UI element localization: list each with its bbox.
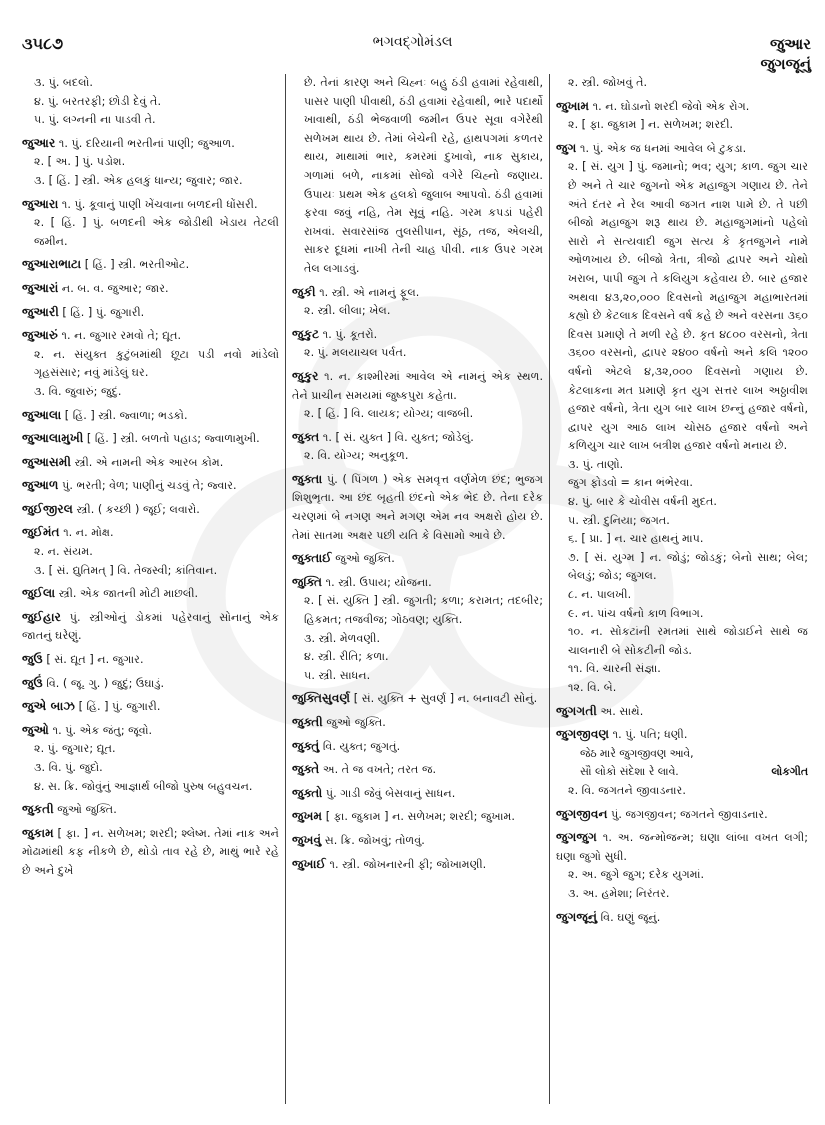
entry-headword: જુખવું	[292, 832, 322, 847]
entry-sense: ૨. [ સં. યુગ ] પું. જમાનો; ભવ; યુગ; કાળ. જુગ ચાર છે અને તે ચાર જુગનો એક મહાજુગ ગણાય છે. તેને અંતે દંતર ને રેલ આવી જગત નાશ પામે છે. તે પછી બીજો મહાજુગ શરૂ થાય છે. મહાજુગમાંનો પહેલો સારો ને સત્યવાદી જુગ સત્ય કે કૃતજુગને નામે ઓળખાય છે. બીજો ત્રેતા, ત્રીજો દ્વાપર અને ચોથો ખરાબ, પાપી જુગ તે કલિયુગ કહેવાય છે. બાર હજાર અથવા ૪૩,૨૦,૦૦૦ દિવસનો મહાજુગ મહાભારતમાં કહ્યો છે કેટલાક દિવસને વર્ષ કહે છે અને વરસના ૩૬૦ દિવસ પ્રમાણે તે મળી રહે છે. કૃત ૪૮૦૦ વરસનો, ત્રેતા ૩૬૦૦ વરસનો, દ્વાપર ૨૪૦૦ વર્ષનો અને કલિ ૧૨૦૦ વર્ષનો એટલે ૪,૩૨,૦૦૦ દિવસનો ગણાય છે. કેટલાકના મત પ્રમાણે કૃત યુગ સત્તર લાખ અઠ્ઠાવીશ હજાર વર્ષનો, ત્રેતા યુગ બાર લાખ છન્નું હજાર વર્ષનો, દ્વાપર યુગ આઠ લાખ ચોસઠ હજાર વર્ષનો અને કળિયુગ ચાર લાખ બત્રીશ હજાર વર્ષનો મનાય છે.	[568, 160, 808, 453]
entry-sense: ૨. સ્ત્રી. જોખવું તે.	[568, 76, 648, 89]
dictionary-entry	[22, 279, 279, 299]
dictionary-entry	[22, 523, 279, 580]
entry-headword: જુઆરી	[22, 304, 59, 319]
entry-sense: ૨. વિ. જગતને જીવાડનાર.	[568, 783, 686, 797]
entry-sense: ૪. પું. બાર કે ચોવીસ વર્ષની મુદત.	[568, 495, 717, 509]
entry-definition: [ ફા. ] ન. સળેખમ; શરદી; શ્લેષ્મ. તેમાં નાક અને મોઢામાંથી કફ નીકળે છે, થોડો તાવ રહે છે, માથું ભારે રહે છે અને દુખે	[22, 826, 279, 877]
entry-headword: જુકુટ	[292, 326, 320, 341]
entry-definition: વિ. ( જૂ. ગુ. ) જુદું; ઉઘાડું.	[46, 676, 165, 690]
dictionary-entry	[556, 908, 808, 928]
entry-headword: જુક્તિ	[292, 574, 323, 589]
entry-definition: [ હિં. ] પું. જુગારી.	[62, 305, 145, 319]
entry-definition: અ. સાથે.	[600, 704, 644, 718]
entry-headword: જુગજીવન	[556, 806, 608, 821]
entry-definition: ૧. પું. એક જંતુ; જૂવો.	[52, 723, 153, 737]
dictionary-entry	[292, 784, 543, 804]
entry-definition: [ હિં. ] સ્ત્રી. બળતો પહાડ; જ્વાળામુખી.	[86, 432, 260, 446]
entry-headword: જુઆરા	[22, 196, 59, 211]
entry-definition: ૧. ન. કાશ્મીરમાં આવેલ એ નામનું એક સ્થળ. તેને પ્રાચીન સમયમાં જુષ્કપુરા કહેતા.	[292, 369, 543, 402]
entry-headword: જુક્તી	[292, 715, 323, 729]
entry-headword: જુક્ત	[292, 429, 320, 444]
dictionary-entry	[22, 74, 279, 130]
entry-definition: સ્ત્રી. એક જાતની મોટી માછલી.	[58, 587, 199, 601]
entry-sense: ૩. સ્ત્રી. મેળવણી.	[304, 631, 381, 645]
entry-definition: [ સં. યુક્તિ + સુવર્ણ ] ન. બનાવટી સોનું.	[353, 692, 538, 706]
entry-definition: ૧. ન. જુગાર રમવો તે; દ્યૂત.	[61, 329, 182, 343]
dictionary-entry	[22, 134, 279, 191]
entry-sense: ૮. ન. પાલખી.	[568, 588, 632, 602]
page-title: ભગવદ્ગોમંડલ	[372, 34, 453, 50]
entry-definition: ૧. ન. મોક્ષ.	[63, 526, 114, 540]
entry-headword: જુગજીવણ	[556, 727, 610, 742]
entry-sense: ૧૨. વિ. બે.	[568, 681, 617, 694]
dictionary-entry	[292, 760, 543, 780]
entry-sense: ૧૦. ન. સોકટાંની રમતમાં સાથે જોડાઈને સાથે જ ચાલનારી બે સોકટીની જોડ.	[568, 625, 808, 657]
dictionary-entry	[292, 428, 543, 466]
entry-definition: અ. તે જ વખતે; તરત જ.	[322, 763, 437, 777]
entry-definition: ૧. સ્ત્રી. એ નામનું ફૂલ.	[319, 285, 420, 299]
entry-headword: જુઆસમી	[22, 454, 71, 469]
entry-headword: જુગજુગ	[556, 830, 597, 845]
dictionary-entry	[22, 650, 279, 670]
entry-sense: ૩. [ સં. દ્યુતિમત્ ] વિ. તેજસ્વી; કાંતિવાન.	[34, 563, 218, 577]
entry-definition: જુઓ જુક્તિ.	[57, 803, 117, 817]
page-header	[0, 0, 825, 72]
entry-headword: જુઆર	[22, 135, 56, 150]
entry-sense: ૪. સ્ત્રી. રીતિ; કળા.	[304, 650, 389, 664]
dictionary-entry	[22, 824, 279, 881]
entry-definition: પું. ગાડી જેવું બેસવાનું સાધન.	[325, 786, 456, 800]
dictionary-entry	[292, 855, 543, 875]
dictionary-entry	[292, 549, 543, 569]
entry-definition: [ ફા. જુકામ ] ન. સળેખમ; શરદી; જુખામ.	[325, 810, 515, 824]
entry-headword: જુકી	[292, 284, 316, 299]
entry-sense: ૩. વિ. જુવારું; જુદું.	[34, 384, 122, 398]
column-3	[550, 74, 814, 1104]
entry-sense: ૩. વિ. પું. જુદો.	[34, 761, 103, 774]
entry-headword: જુકુર	[292, 368, 319, 383]
dictionary-entry	[292, 689, 543, 709]
entry-headword: જુઓ	[22, 722, 50, 737]
column-1	[18, 74, 286, 1104]
entry-headword: જુઆળ	[22, 478, 59, 493]
entry-sense: ૩. [ હિં. ] સ્ત્રી. એક હલકું ધાન્ય; જુવાર; જાર.	[34, 173, 243, 187]
entry-headword: જુક્તે	[292, 762, 320, 777]
entry-sense: ૨. [ હિં. ] પું. બળદની એક જોડીથી ખેડાય તેટલી જમીન.	[34, 216, 279, 248]
dictionary-entry	[556, 702, 808, 722]
entry-headword: જુક્તા	[292, 471, 323, 486]
entry-definition: ૧. પું. પતિ; ધણી.	[612, 728, 688, 742]
entry-headword: જુઈજીરલ	[22, 501, 73, 516]
dictionary-entry	[22, 429, 279, 449]
dictionary-entry	[292, 807, 543, 827]
entry-quote-line: જેઠ મારે જુગજીવણ આવે,	[580, 746, 694, 760]
guide-word-first: જુઆર	[769, 35, 811, 53]
dictionary-entry	[556, 139, 808, 698]
guide-words	[760, 34, 811, 74]
entry-definition: [ હિં. ] સ્ત્રી. ભરતીઓટ.	[84, 258, 190, 272]
entry-sense: ૫. સ્ત્રી. સાધન.	[304, 668, 371, 682]
dictionary-entry	[22, 453, 279, 473]
entry-definition: ૧. સ્ત્રી. જોખનારની ફી; જોખામણી.	[329, 857, 487, 871]
entry-headword: જુઆલામુખી	[22, 431, 84, 446]
entry-definition: ન. બ. વ. જુઆર; જાર.	[61, 281, 169, 295]
dictionary-entry	[556, 74, 808, 93]
entry-headword: જુખામ	[556, 98, 590, 113]
entry-sense: ૯. ન. પાંચ વર્ષનો કાળ વિભાગ.	[568, 606, 704, 620]
dictionary-entry	[22, 721, 279, 796]
dictionary-entry	[22, 255, 279, 275]
entry-sense: ૨. ન. સંયમ.	[34, 545, 93, 559]
entry-headword: જુઈહાર	[22, 609, 61, 624]
entry-sense: ૨. ન. સંયુક્ત કુટુંબમાંથી છૂટા પડી નવો માંડેલો ગૃહસંસાર; નવું માંડેલું ઘર.	[34, 347, 279, 380]
entry-headword: જુક્તો	[292, 785, 323, 800]
page-number: ૩૫૮૭	[22, 34, 64, 53]
entry-headword: જુખમ	[292, 809, 323, 824]
entry-definition: જુઓ જુક્તિ.	[326, 716, 386, 729]
entry-sense: ૩. પું. બદલો.	[34, 76, 93, 89]
entry-definition: ૧. પું. એક જ ધનમાં આવેલ બે ટુકડા.	[580, 141, 747, 155]
entry-sense: ૪. સ. ક્રિ. જોવુંનું આજ્ઞાર્થ બીજો પુરુષ બહુવચન.	[34, 779, 253, 793]
entry-definition: [ સં. દ્યૂત ] ન. જુગાર.	[46, 653, 144, 667]
entry-sense: ૨. પું. મલયાચલ પર્વત.	[304, 346, 407, 360]
guide-word-last: જુગજૂનું	[760, 55, 811, 73]
entry-headword: જુક્તિસુવર્ણ	[292, 691, 351, 706]
dictionary-entry	[292, 325, 543, 363]
entry-quote-line: સૌ લોકો સંદેશા રે લાવે. લોકગીત	[556, 763, 808, 782]
entry-sense: ૨. અ. જુગે જુગ; દરેક યુગમાં.	[568, 868, 704, 882]
dictionary-entry	[292, 367, 543, 424]
entry-definition: [ હિં. ] સ્ત્રી. જ્વાળા; ભડકો.	[64, 408, 188, 422]
entry-headword: જુઈમંત	[22, 525, 60, 540]
entry-sense: ૪. પું. બરતરફી; છોડી દેવું તે.	[34, 94, 161, 108]
entry-definition: ૧. સ્ત્રી. ઉપાય; યોજના.	[325, 575, 432, 589]
dictionary-entry	[292, 831, 543, 851]
dictionary-entry	[22, 674, 279, 694]
dictionary-entry	[556, 828, 808, 903]
entry-headword: જુકામ	[22, 825, 54, 840]
entry-sense: ૨. [ સં. યુક્તિ ] સ્ત્રી. જુગતી; કળા; કરામત; તદબીર; હિકમત; તજવીજ; ગોઠવણ; યુક્તિ.	[304, 594, 543, 627]
dictionary-entry	[556, 725, 808, 800]
entry-headword: જુઈલા	[22, 586, 56, 601]
dictionary-entry	[22, 500, 279, 520]
dictionary-entry	[292, 713, 543, 733]
entry-definition: પું. સ્ત્રીઓનું ડોકમાં પહેરવાનું સોનાનું એક જાતનું ઘરેણું.	[22, 610, 280, 643]
dictionary-columns	[18, 74, 814, 1104]
dictionary-entry	[22, 326, 279, 401]
quote-source: લોકગીત	[771, 765, 808, 779]
entry-definition: પું. ( પિંગળ ) એક સમવૃત્ત વર્ણમેળ છંદ; ભુજગ શિશુભૃતા. આ છંદ બૃહતી છંદનો એક ભેદ છે. તેના દરેક ચરણમાં બે નગણ અને મગણ એમ નવ અક્ષરો હોય છે. તેમાં સાતમા અક્ષર પછી યતિ કે વિસામો આવે છે.	[292, 472, 543, 542]
entry-definition: ૧. અ. જન્મોજન્મ; ઘણા લાંબા વખત લગી; ઘણા જુગો સુધી.	[556, 831, 808, 863]
entry-headword: જુએ બાઝ	[22, 699, 76, 714]
entry-definition: ૧. ન. ઘોડાનો શરદી જેવો એક રોગ.	[592, 99, 750, 113]
dictionary-entry	[292, 74, 543, 279]
dictionary-entry	[292, 283, 543, 321]
entry-sense: ૨. [ ફા. જુકામ ] ન. સળેખમ; શરદી.	[568, 118, 734, 132]
entry-sense: ૨. પું. જુગાર; દ્યૂત.	[34, 742, 116, 756]
dictionary-entry	[22, 608, 279, 646]
entry-definition: ૧. પું. કૂવાનું પાણી ખેંચવાના બળદની ધોંસરી.	[61, 197, 258, 211]
dictionary-entry	[22, 800, 279, 820]
dictionary-entry	[22, 584, 279, 604]
dictionary-entry	[556, 805, 808, 825]
entry-definition: જુઓ જુક્તિ.	[335, 552, 395, 566]
entry-definition: પું. જગજીવન; જગતને જીવાડનાર.	[611, 807, 768, 821]
entry-sense: ૩. પું. તાણો.	[568, 457, 624, 471]
entry-sense: છે. તેનાં કારણ અને ચિહ્નઃ બહુ ઠંડી હવામાં રહેવાથી, પાસર પાણી પીવાથી, ઠંડી હવામાં રહેવાથી, ભારે પદાર્થો ખાવાથી, ઠંડી ભેજવાળી જમીન ઉપર સૂવા વગેરેથી સળેખમ થાય છે. તેમાં બેચેની રહે, હાથપગમાં કળતર થાય, માથામાં ભાર, કમરમાં દુખાવો, નાક સુકાય, ગળામાં બળે, નાકમાં સોજો વગેરે ચિહ્નો જણાય. ઉપાયઃ પ્રથમ એક હલકો જુલાબ આપવો. ઠંડી હવામાં ફરવા જવું નહિ, તેમ સૂવું નહિ. ગરમ કપડાં પહેરી રાખવાં. સવારસાંજ તુલસીપાન, સૂંઠ, તજ, એલચી, સાકર દૂધમાં નાખી તેની ચાહ પીવી. નાક ઉપર ગરમ તેલ લગાડવું.	[304, 76, 543, 275]
entry-headword: જુઉં	[22, 675, 43, 690]
entry-sense: ૫. પું. લગ્નની ના પાડવી તે.	[34, 113, 156, 127]
entry-headword: જુઆરાં	[22, 280, 59, 295]
entry-definition: ૧. પું. કૂતરો.	[322, 327, 378, 341]
entry-sense: ૨. [ અ. ] પું. પડોશ.	[34, 155, 126, 169]
entry-headword: જુખાઈ	[292, 856, 326, 871]
entry-definition: વિ. યુક્ત; જુગતું.	[322, 739, 401, 753]
entry-definition: સ્ત્રી. ( કચ્છી ) જૂઈ; લવારો.	[76, 502, 200, 516]
entry-sense: ૬. [ પ્રા. ] ન. ચાર હાથનું માપ.	[568, 532, 704, 546]
entry-sense: ૨. [ હિં. ] વિ. લાયક; યોગ્ય; વાજબી.	[304, 407, 474, 421]
dictionary-entry	[22, 697, 279, 717]
entry-headword: જુકતી	[22, 802, 54, 817]
dictionary-entry	[292, 737, 543, 757]
entry-sense: ૨. સ્ત્રી. લીલા; ખેલ.	[304, 304, 391, 318]
entry-headword: જુગગતી	[556, 703, 597, 718]
entry-definition: [ હિં. ] પું. જુગારી.	[78, 700, 161, 714]
entry-sense: ૩. અ. હમેશા; નિરંતર.	[568, 886, 670, 900]
entry-headword: જુઆલા	[22, 407, 62, 422]
entry-definition: ૧. પું. દરિયાની ભરતીનાં પાણી; જુઆળ.	[58, 136, 235, 150]
entry-definition: સ્ત્રી. એ નામની એક આરબ કોમ.	[74, 455, 224, 469]
entry-definition: સ. ક્રિ. જોખવું; તોળવું.	[324, 833, 425, 847]
entry-sense: ૨. વિ. યોગ્ય; અનુકૂળ.	[304, 449, 409, 463]
entry-headword: જુઆરાભાટા	[22, 257, 82, 272]
dictionary-entry	[22, 303, 279, 323]
entry-sense: ૧૧. વિ. ચારની સંજ્ઞા.	[568, 662, 661, 676]
entry-definition: ૧. [ સં. યુક્ત ] વિ. યુક્ત; જોડેલું.	[322, 430, 474, 444]
dictionary-entry	[556, 97, 808, 135]
entry-definition: વિ. ઘણું જૂનું.	[600, 910, 661, 924]
entry-sense: ૭. [ સં. યુગ્મ ] ન. જોડું; જોડકું; બેનો સાથ; બેલ; બેલડું; જોડ; જુગલ.	[568, 550, 808, 583]
dictionary-entry	[22, 406, 279, 426]
entry-headword: જુગ	[556, 140, 577, 155]
entry-sense: જુગ ફોડવો = કાન ભંભેરવા.	[568, 476, 693, 490]
dictionary-entry	[292, 573, 543, 686]
entry-sense: ૫. સ્ત્રી. દુનિયા; જગત.	[568, 513, 670, 527]
entry-headword: જુક્તાઈ	[292, 551, 332, 566]
column-2	[286, 74, 550, 1104]
entry-headword: જુઆરું	[22, 328, 58, 343]
dictionary-entry	[22, 476, 279, 496]
entry-headword: જુક્તું	[292, 738, 320, 753]
entry-headword: જુગજૂનું	[556, 909, 598, 924]
dictionary-entry	[22, 195, 279, 252]
entry-headword: જુઉ	[22, 652, 43, 667]
dictionary-entry	[292, 470, 543, 545]
entry-definition: પું. ભરતી; વેળ; પાણીનું ચડવું તે; જ્વાર.	[62, 479, 237, 493]
